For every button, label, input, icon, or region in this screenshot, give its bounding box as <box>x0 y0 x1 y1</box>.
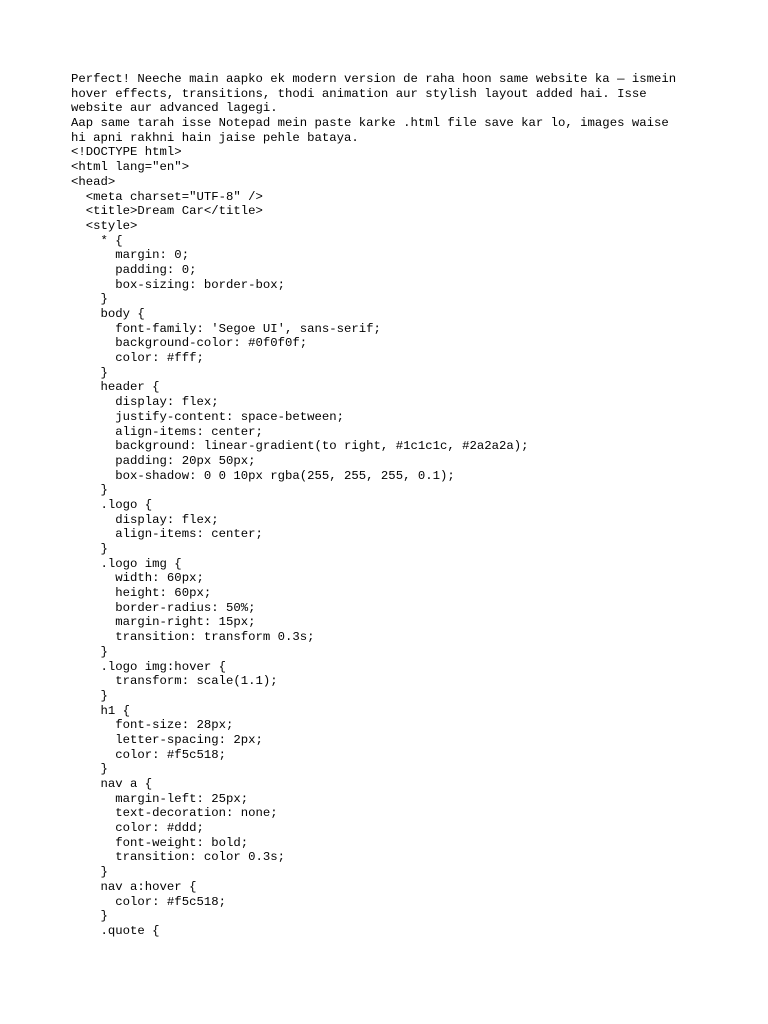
code-line: nav a { <box>71 777 153 791</box>
code-line: text-decoration: none; <box>71 806 278 821</box>
code-line: <title>Dream Car</title> <box>71 204 263 219</box>
code-line: } <box>71 644 108 659</box>
code-line: .quote { <box>71 923 160 938</box>
code-line: letter-spacing: 2px; <box>71 732 263 747</box>
code-line: h1 { <box>71 703 131 718</box>
code-line: transition: color 0.3s; <box>71 850 286 865</box>
code-line: padding: 0; <box>71 262 197 277</box>
code-line: .logo img { <box>71 556 182 571</box>
code-line: margin: 0; <box>71 248 190 263</box>
code-line: font-size: 28px; <box>71 718 234 733</box>
code-line: <html lang="en"> <box>71 160 190 175</box>
code-line: } <box>71 542 108 556</box>
code-line: margin-left: 25px; <box>71 791 249 806</box>
code-line: <style> <box>71 218 138 233</box>
code-line: background: linear-gradient(to right, #1c1c1c, #2a2a2a); <box>71 439 529 454</box>
code-line: color: #fff; <box>71 351 204 366</box>
text-line: hover effects, transitions, thodi animation aur stylish layout added hai. Isse <box>71 86 647 101</box>
code-line: font-family: 'Segoe UI', sans-serif; <box>71 321 381 336</box>
intro-paragraph <box>71 72 731 145</box>
code-line: align-items: center; <box>71 424 263 439</box>
code-line: padding: 20px 50px; <box>71 453 256 468</box>
code-line: transform: scale(1.1); <box>71 674 278 689</box>
code-line: header { <box>71 380 160 395</box>
code-line: display: flex; <box>71 512 219 527</box>
code-line: align-items: center; <box>71 527 263 542</box>
code-line: color: #f5c518; <box>71 894 226 909</box>
code-line: nav a:hover { <box>71 879 197 894</box>
code-line: background-color: #0f0f0f; <box>71 336 308 351</box>
code-line: } <box>71 762 108 777</box>
code-line: transition: transform 0.3s; <box>71 630 315 645</box>
code-line: body { <box>71 307 145 321</box>
text-line: hi apni rakhni hain jaise pehle bataya. <box>71 130 359 145</box>
code-line: box-sizing: border-box; <box>71 277 286 292</box>
code-line: border-radius: 50%; <box>71 600 256 615</box>
code-line: .logo { <box>71 497 153 512</box>
code-line: } <box>71 909 108 924</box>
code-line: <head> <box>71 174 116 189</box>
code-line: height: 60px; <box>71 586 212 601</box>
code-line: font-weight: bold; <box>71 835 249 850</box>
code-line: } <box>71 865 108 880</box>
code-line: } <box>71 292 108 307</box>
code-line: * { <box>71 233 123 248</box>
code-line: margin-right: 15px; <box>71 615 256 630</box>
code-line: <!DOCTYPE html> <box>71 145 182 160</box>
text-line: website aur advanced lagegi. <box>71 101 278 116</box>
code-line: box-shadow: 0 0 10px rgba(255, 255, 255, 0.1); <box>71 468 455 483</box>
code-line: color: #f5c518; <box>71 747 226 762</box>
code-line: color: #ddd; <box>71 821 204 836</box>
code-listing <box>71 145 731 938</box>
code-line: } <box>71 365 108 380</box>
document-page <box>71 72 731 939</box>
text-line: Perfect! Neeche main aapko ek modern version de raha hoon same website ka — ismein <box>71 72 677 86</box>
code-line: } <box>71 483 108 498</box>
code-line: <meta charset="UTF-8" /> <box>71 189 263 204</box>
code-line: width: 60px; <box>71 571 204 586</box>
code-line: } <box>71 688 108 703</box>
code-line: display: flex; <box>71 395 219 410</box>
code-line: justify-content: space-between; <box>71 409 345 424</box>
code-line: .logo img:hover { <box>71 659 226 674</box>
text-line: Aap same tarah isse Notepad mein paste karke .html file save kar lo, images waise <box>71 116 669 131</box>
